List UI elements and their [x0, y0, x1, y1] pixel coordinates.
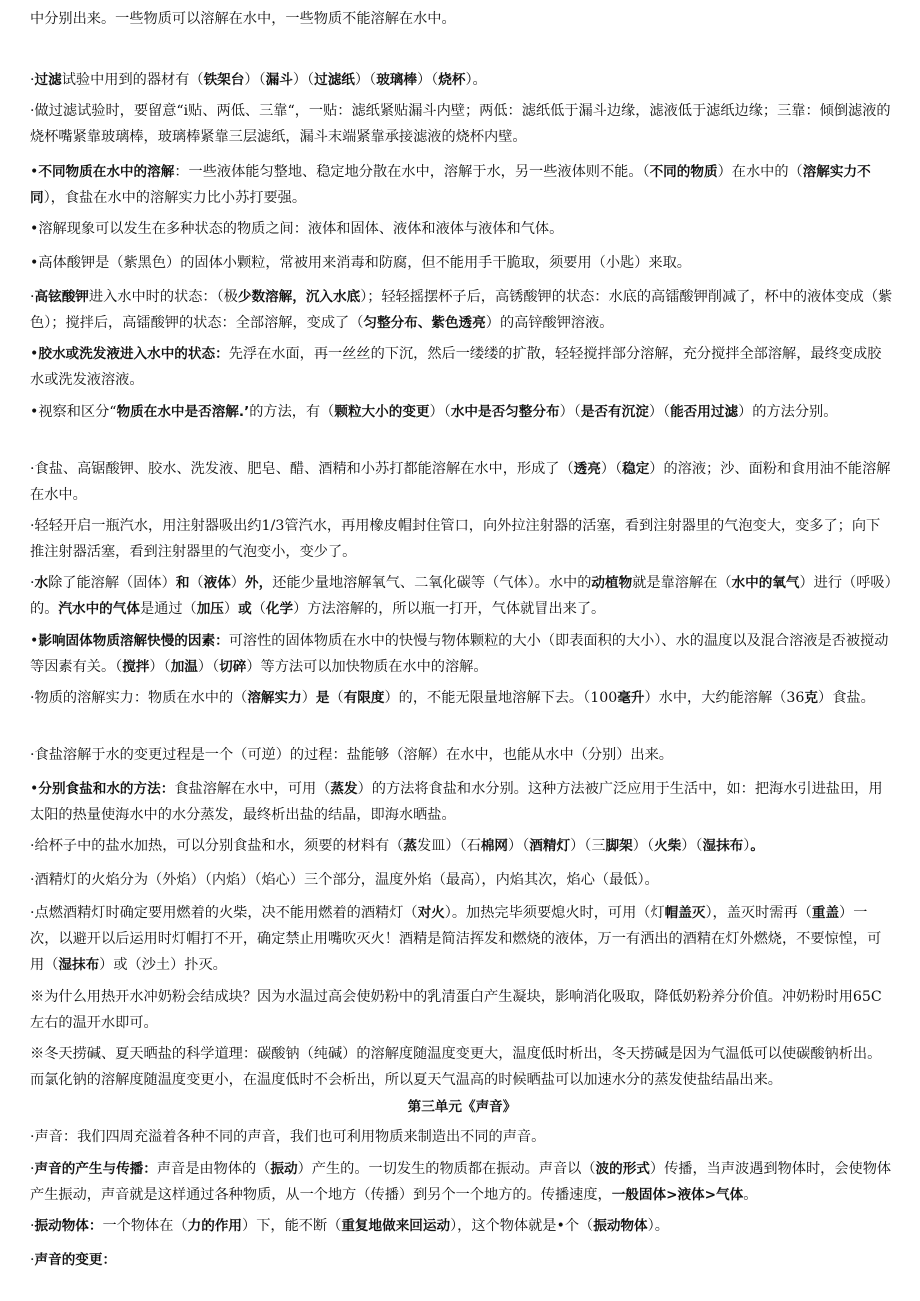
- emphasis-text: 外，: [245, 575, 273, 591]
- paragraph-4: [30, 159, 894, 211]
- text-run: 可溶性的固体物质在水中的快慢与物体颗粒的大小（即表面积的大小）、水的温度以及混合溶液是否被搅动等因素有关。（: [30, 633, 889, 675]
- paragraph-13: [30, 628, 894, 680]
- text-run: ·: [30, 1218, 35, 1234]
- emphasis-text: 汽水中的气体: [58, 601, 140, 617]
- emphasis-text: 不同物质在水中的溶解: [38, 164, 175, 180]
- paragraph-20: [30, 984, 894, 1036]
- text-run: ）（: [292, 72, 315, 88]
- emphasis-text: 液体: [203, 575, 231, 591]
- text-run: ）下，能不断（: [242, 1218, 342, 1234]
- paragraph-23: [30, 1156, 894, 1208]
- emphasis-text: 一般固体>液体>气体: [611, 1187, 744, 1203]
- paragraph-7: [30, 284, 894, 336]
- paragraph-3: [30, 98, 894, 150]
- text-run: ）。加热完毕须要熄火时，可用（灯: [444, 905, 665, 921]
- emphasis-text: 是否有沉淀: [580, 404, 649, 420]
- paragraph-15: [30, 742, 894, 768]
- paragraph-17: [30, 833, 894, 859]
- emphasis-text: 蒸: [403, 838, 417, 854]
- paragraph-10: [30, 456, 894, 508]
- text-run: ）水中，大约能溶解（36: [644, 690, 805, 706]
- paragraph-22: [30, 1124, 894, 1150]
- text-run: ）（: [648, 404, 671, 420]
- emphasis-text: 克: [804, 690, 818, 706]
- emphasis-text: 高铉酸钾: [34, 289, 89, 305]
- text-run: 试验中用到的器材有（: [61, 72, 204, 88]
- text-run: ※为什么用热开水冲奶粉会结成块？因为水温过高会使奶粉中的乳清蛋白产生凝块，影响消化吸取，降低奶粉养分价值。冲奶粉时用65C左右的温开水即可。: [30, 989, 882, 1031]
- emphasis-text: 少数溶解，沉入水底: [237, 289, 361, 305]
- text-run: ·: [30, 575, 35, 591]
- text-run: ）；轻轻摇摆杯子后，高锈酸钾的状态：水底的高镭酸钾削减了，杯中的液体变成（紫色）；搅拌后，高镭酸钾的状态：全部溶解，变成了（: [30, 289, 893, 331]
- text-run: （: [189, 575, 204, 591]
- emphasis-text: 重盖: [811, 905, 840, 921]
- text-run: ）进行（呼吸）的。: [30, 575, 892, 617]
- emphasis-text: 搅拌: [122, 659, 150, 675]
- emphasis-text: 振动: [270, 1161, 298, 1177]
- emphasis-text: 烧杯: [438, 72, 466, 88]
- emphasis-text: 。: [750, 838, 764, 854]
- emphasis-text: 湿抹布: [702, 838, 744, 854]
- paragraph-24: [30, 1213, 894, 1239]
- text-run: ）。: [465, 72, 487, 88]
- text-run: 中分别出来。一些物质可以溶解在水中，一些物质不能溶解在水中。: [30, 11, 456, 27]
- emphasis-text: 声音的产生与传播：: [34, 1161, 157, 1177]
- text-run: •高体酸钾是（紫黑色）的固体小颗粒，常被用来消毒和防腐，但不能用手干脆取，须要用（小匙）来取。: [30, 255, 691, 271]
- text-run: 是通过（: [139, 601, 197, 617]
- text-run: ）（: [197, 659, 220, 675]
- text-run: ）: [301, 690, 316, 706]
- paragraph-21: [30, 1041, 894, 1093]
- emphasis-text: 水: [34, 575, 49, 591]
- text-run: ）方法溶解的，所以瓶一打开，气体就冒出来了。: [293, 601, 606, 617]
- emphasis-text: 动植物: [591, 575, 633, 591]
- emphasis-text: 玻璃棒: [376, 72, 417, 88]
- paragraph-1: [30, 6, 894, 32]
- text-run: （: [329, 690, 344, 706]
- text-run: 食盐溶解在水中，可用（: [174, 781, 331, 797]
- text-run: ·物质的溶解实力：物质在水中的（: [30, 690, 248, 706]
- emphasis-text: 和: [175, 575, 190, 591]
- text-run: 的方法，有（: [249, 404, 335, 420]
- emphasis-text: 过滤纸: [314, 72, 355, 88]
- text-run: ）: [743, 838, 751, 854]
- text-run: 除了能溶解（固体）: [48, 575, 176, 591]
- emphasis-text: 物质在水中是否溶解.’: [116, 404, 250, 420]
- emphasis-text: 湿抹布: [58, 957, 100, 973]
- paragraph-2: [30, 67, 894, 93]
- emphasis-text: 声音的变更：: [34, 1252, 117, 1268]
- paragraph-19: [30, 900, 894, 978]
- emphasis-text: 透亮: [573, 461, 601, 477]
- text-run: ·: [30, 1252, 35, 1268]
- text-run: ）（: [681, 838, 703, 854]
- emphasis-text: 脚架: [605, 838, 633, 854]
- paragraph-8: [30, 341, 894, 393]
- text-run: ）（: [244, 72, 266, 88]
- emphasis-text: 胶水或洗发液进入水中的状态：: [38, 346, 229, 362]
- text-run: ）食盐。: [818, 690, 875, 706]
- text-run: ）一次，以避开以后运用时灯帽打不开，确定禁止用嘴吹灭火！酒精是简洁挥发和燃烧的液体，万一有洒出的酒精在灯外燃烧，不要惊惶，可用（: [30, 905, 882, 973]
- emphasis-text: 有限度: [343, 690, 385, 706]
- emphasis-text: 分别食盐和水的方法：: [38, 781, 175, 797]
- text-run: ）（: [429, 404, 451, 420]
- text-run: ）（: [149, 659, 171, 675]
- text-run: ）: [230, 575, 245, 591]
- paragraph-12: [30, 570, 894, 622]
- emphasis-text: 铁架台: [203, 72, 245, 88]
- emphasis-text: 振动物体: [593, 1218, 648, 1234]
- text-run: ）等方法可以加快物质在水中的溶解。: [246, 659, 488, 675]
- emphasis-text: 或: [238, 601, 252, 617]
- emphasis-text: 振动物体：: [34, 1218, 103, 1234]
- paragraph-14: [30, 685, 894, 711]
- text-run: ）: [223, 601, 239, 617]
- text-run: ·食盐溶解于水的变更过程是一个（可逆）的过程：盐能够（溶解）在水中，也能从水中（分别）出来。: [30, 747, 673, 763]
- text-run: ）（: [508, 838, 530, 854]
- emphasis-text: 不同的物质: [649, 164, 718, 180]
- text-run: ）的高锌酸钾溶液。: [485, 315, 614, 331]
- emphasis-text: 溶解实力不同: [30, 164, 871, 206]
- text-run: ·声音：我们四周充溢着各种不同的声音，我们也可利用物质来制造出不同的声音。: [30, 1129, 546, 1145]
- text-run: ·: [30, 289, 35, 305]
- text-run: ）（: [354, 72, 377, 88]
- emphasis-text: 加压: [196, 601, 224, 617]
- text-run: ）的，不能无限量地溶解下去。（100: [384, 690, 618, 706]
- text-run: ）的方法将食盐和水分别。这种方法被广泛应用于生活中，如：把海水引进盐田，用太阳的热量使海水中的水分蒸发，最终析出盐的结晶，即海水晒盐。: [30, 781, 883, 823]
- text-run: ）的溶液；沙、面粉和食用油不能溶解在水中。: [30, 461, 891, 503]
- paragraph-5: [30, 216, 894, 242]
- paragraph-16: [30, 776, 894, 828]
- text-run: ）（: [632, 838, 655, 854]
- emphasis-text: 火柴: [654, 838, 682, 854]
- text-run: ·酒精灯的火焰分为（外焰）（内焰）（焰心）三个部分，温度外焰（最高），内焰其次，焰心（最低）。: [30, 872, 659, 888]
- text-run: 先浮在水面，再一丝丝的下沉，然后一缕缕的扩散，轻轻搅拌部分溶解，充分搅拌全部溶解，最终变成胶水或洗发液溶液。: [30, 346, 882, 388]
- emphasis-text: 力的作用: [187, 1218, 242, 1234]
- emphasis-text: 波的形式: [595, 1161, 650, 1177]
- emphasis-text: 是: [315, 690, 330, 706]
- emphasis-text: 稳定: [622, 461, 650, 477]
- text-run: ）（三: [570, 838, 606, 854]
- text-run: •视察和区分“: [30, 404, 117, 420]
- emphasis-text: 颗粒大小的变更: [334, 404, 430, 420]
- text-run: •: [30, 781, 39, 797]
- text-run: ）的方法分别。: [738, 404, 838, 420]
- emphasis-text: 帽盖灭: [664, 905, 706, 921]
- text-run: ），这个物体就是•个（: [450, 1218, 594, 1234]
- text-run: •: [30, 633, 39, 649]
- text-run: ）（: [416, 72, 439, 88]
- text-run: ·食盐、高锯酸钾、胶水、洗发液、肥皂、醋、酒精和小苏打都能溶解在水中，形成了（: [30, 461, 574, 477]
- emphasis-text: 重复地做来回运动: [341, 1218, 451, 1234]
- section-title: [30, 1094, 894, 1120]
- paragraph-18: [30, 867, 894, 893]
- text-run: 一个物体在（: [102, 1218, 188, 1234]
- text-run: •溶解现象可以发生在多种状态的物质之间：液体和固体、液体和液体与液体和气体。: [30, 221, 564, 237]
- emphasis-text: 过滤: [34, 72, 62, 88]
- emphasis-text: 酒精灯: [529, 838, 571, 854]
- text-run: ）或（沙土）扑灭。: [99, 957, 227, 973]
- text-run: ·轻轻开启一瓶汽水，用注射器吸出约1/3管汽水，再用橡皮帽封住管口，向外拉注射器的活塞，看到注射器里的气泡变大，变多了；向下推注射器活塞，看到注射器里的气泡变小，变少了。: [30, 518, 881, 560]
- text-run: ·做过滤试验时，要留意“i贴、两低、三靠“，一贴：滤纸紧贴漏斗内壁；两低：滤纸低于漏斗边缘，滤液低于滤纸边缘；三靠：倾倒滤液的烧杯嘴紧靠玻璃棒，玻璃棒紧靠三层滤纸，漏斗末端紧靠承接滤液的烧杯内壁。: [30, 103, 891, 145]
- paragraph-6: [30, 250, 894, 276]
- emphasis-text: 对火: [417, 905, 445, 921]
- text-run: ）产生的。一切发生的物质都在振动。声音以（: [297, 1161, 596, 1177]
- emphasis-text: 毫升: [617, 690, 645, 706]
- emphasis-text: 第三单元《声音》: [407, 1099, 517, 1115]
- text-run: ·给杯子中的盐水加热，可以分别食盐和水，须要的材料有（: [30, 838, 404, 854]
- text-run: ）。: [647, 1218, 669, 1234]
- emphasis-text: 匀整分布、紫色透亮: [363, 315, 486, 331]
- text-run: ※冬天捞碱、夏天晒盐的科学道理：碳酸钠（纯碱）的溶解度随温度变更大，温度低时析出，冬天捞碱是因为气温低可以使碳酸钠析出。而氯化钠的溶解度随温度变更小，在温度低时不会析出，所以夏天气温高的时候晒盐可以加速水分的蒸发使盐结晶出来。: [30, 1046, 882, 1088]
- text-run: ）（: [600, 461, 623, 477]
- text-run: （: [251, 601, 266, 617]
- text-run: ·: [30, 1161, 35, 1177]
- text-run: ）（: [559, 404, 581, 420]
- paragraph-9: [30, 399, 894, 425]
- text-run: •: [30, 164, 39, 180]
- text-run: ），盖灭时需再（: [705, 905, 812, 921]
- text-run: 声音是由物体的（: [156, 1161, 271, 1177]
- text-run: 就是靠溶解在（: [632, 575, 732, 591]
- emphasis-text: 切碎: [219, 659, 247, 675]
- emphasis-text: 水中的氧气: [731, 575, 800, 591]
- emphasis-text: 能否用过滤: [670, 404, 739, 420]
- emphasis-text: 蒸发: [330, 781, 358, 797]
- emphasis-text: 水中是否匀整分布: [450, 404, 560, 420]
- text-run: 进入水中时的状态：（极: [88, 289, 238, 305]
- emphasis-text: 棉网: [480, 838, 509, 854]
- paragraph-25: [30, 1247, 894, 1273]
- text-run: 。: [743, 1187, 758, 1203]
- text-run: ）传播，当声波遇到物体时，会使物体产生振动，声音就是这样通过各种物质，从一个地方（传播）到另个一个地方的。传播速度，: [30, 1161, 892, 1203]
- paragraph-11: [30, 513, 894, 565]
- text-run: ·: [30, 72, 35, 88]
- text-run: ），食盐在水中的溶解实力比小苏打要强。: [43, 190, 307, 206]
- text-run: ：一些液体能匀整地、稳定地分散在水中，溶解于水，另一些液体则不能。（: [174, 164, 650, 180]
- emphasis-text: 溶解实力: [247, 690, 302, 706]
- text-run: 还能少量地溶解氧气、二氧化碳等（气体）。水中的: [272, 575, 592, 591]
- text-run: ·点燃酒精灯时确定要用燃着的火柴，决不能用燃着的酒精灯（: [30, 905, 418, 921]
- text-run: 发皿）（石: [416, 838, 481, 854]
- text-run: •: [30, 346, 39, 362]
- emphasis-text: 影响固体物质溶解快慢的因素：: [38, 633, 229, 649]
- emphasis-text: 漏斗: [265, 72, 293, 88]
- text-run: ）在水中的（: [717, 164, 803, 180]
- emphasis-text: 化学: [265, 601, 294, 617]
- emphasis-text: 加温: [170, 659, 198, 675]
